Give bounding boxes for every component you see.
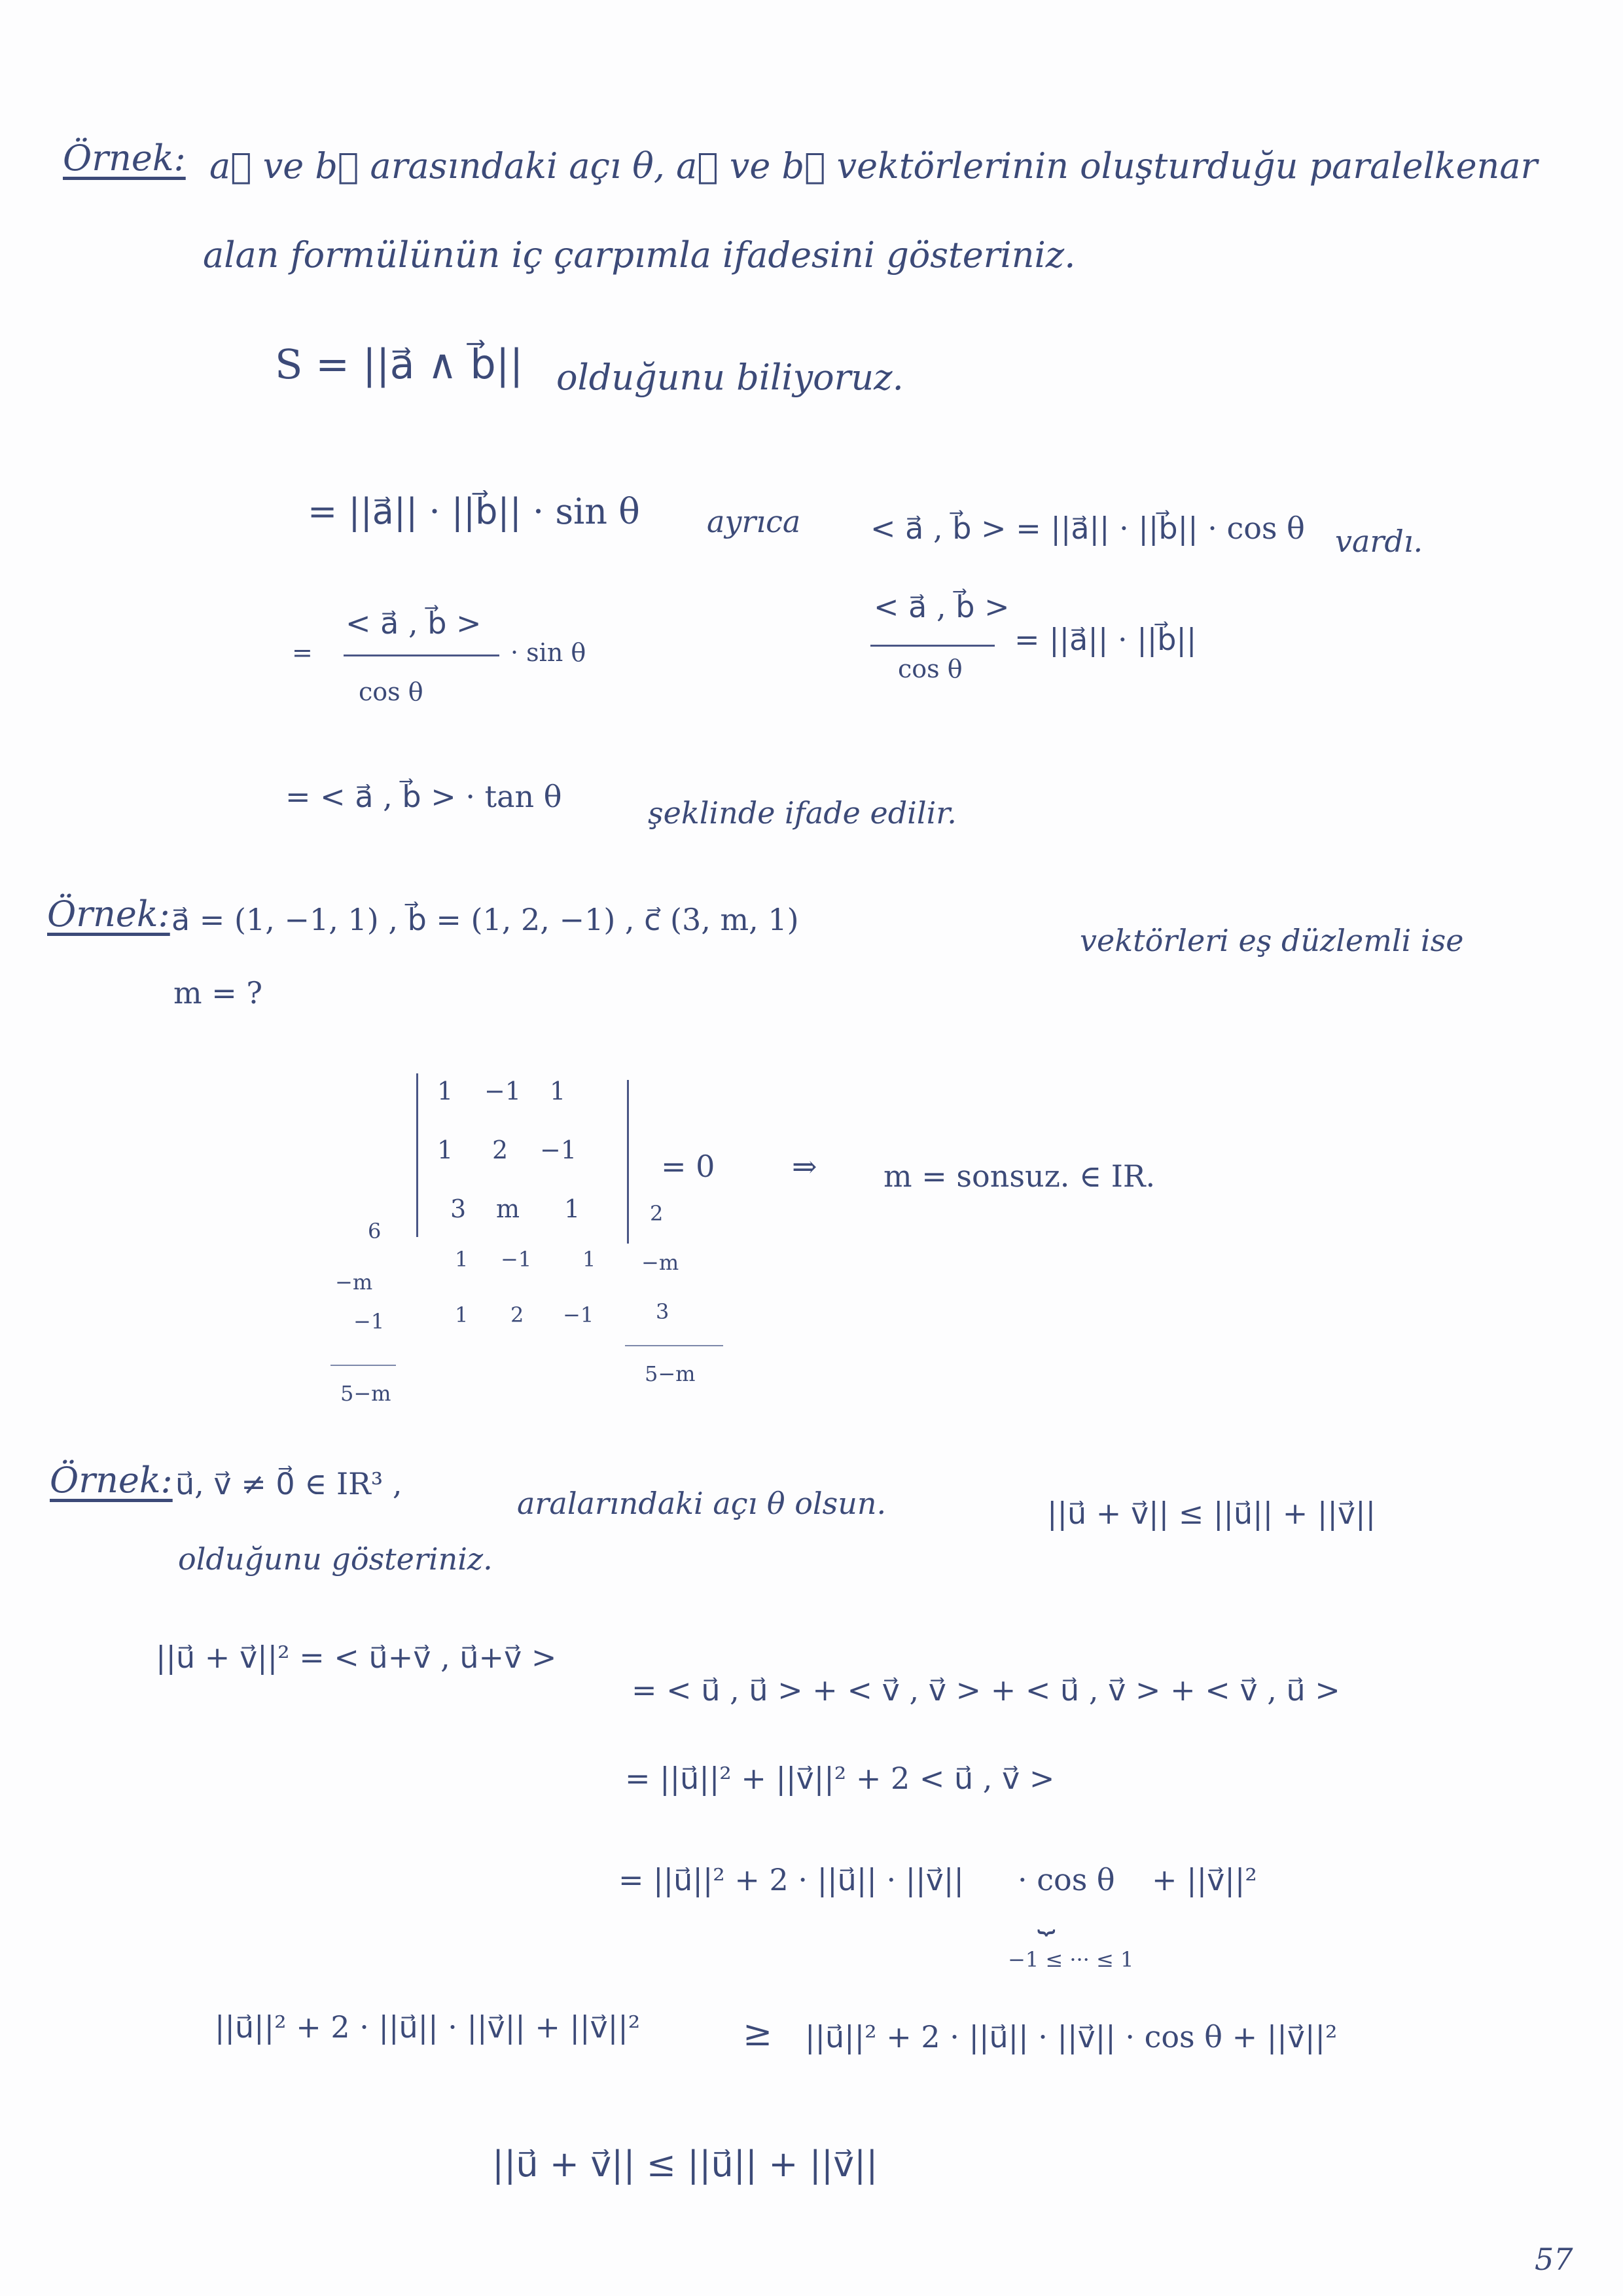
also-word: ayrıca <box>707 504 801 539</box>
equation-3-b: · cos θ <box>1018 1862 1115 1897</box>
equation-1-rhs: = < u⃗ , u⃗ > + < v⃗ , v⃗ > + < u⃗ , v⃗ > + < v⃗ , u⃗ > <box>632 1672 1340 1708</box>
step-2-numerator: < a⃗ , b⃗ > <box>346 605 482 641</box>
vectors-line-tail: vektörleri eş düzlemli ise <box>1080 923 1464 958</box>
sarrus-left-term: −1 <box>353 1309 385 1334</box>
step-3: = < a⃗ , b⃗ > · tan θ <box>285 779 562 814</box>
matrix-cell: −1 <box>540 1136 577 1164</box>
problem-line-1: a⃗ ve b⃗ arasındaki açı θ, a⃗ ve b⃗ vektörlerinin oluşturduğu paralelkenar <box>209 145 1538 187</box>
inequality-sign: ≥ <box>743 2013 773 2054</box>
area-definition: S = ||a⃗ ∧ b⃗|| <box>275 340 524 388</box>
sarrus-row-cell: 2 <box>510 1302 524 1327</box>
matrix-cell: 1 <box>437 1077 454 1105</box>
vectors-line: a⃗ = (1, −1, 1) , b⃗ = (1, 2, −1) , c⃗ (3, m, 1) <box>171 902 799 937</box>
determinant-left-bar <box>416 1073 418 1237</box>
equation-2: = ||u⃗||² + ||v⃗||² + 2 < u⃗ , v⃗ > <box>625 1761 1055 1796</box>
area-definition-note: olduğunu biliyoruz. <box>556 357 904 398</box>
side-fraction-numerator: < a⃗ , b⃗ > <box>874 589 1010 624</box>
example-label: Örnek: <box>50 1460 173 1501</box>
underbrace: ⏟ <box>1037 1899 1056 1934</box>
step-2-equals: = <box>292 638 313 667</box>
step-2-tail: · sin θ <box>510 638 586 667</box>
final-result: ||u⃗ + v⃗|| ≤ ||u⃗|| + ||v⃗|| <box>492 2144 878 2185</box>
side-fraction-denominator: cos θ <box>898 655 963 683</box>
sarrus-right-sum-line <box>625 1345 723 1346</box>
problem-line-2: alan formülünün iç çarpımla ifadesini gösteriniz. <box>203 234 1076 276</box>
determinant-right-bar <box>627 1080 629 1244</box>
result: m = sonsuz. ∈ IR. <box>883 1158 1156 1194</box>
example-label: Örnek: <box>47 893 170 935</box>
matrix-cell: 2 <box>492 1136 508 1164</box>
matrix-cell: −1 <box>484 1077 522 1105</box>
implies-arrow: ⇒ <box>792 1149 817 1184</box>
matrix-cell: 1 <box>564 1194 580 1223</box>
equation-1-lhs: ||u⃗ + v⃗||² = < u⃗+v⃗ , u⃗+v⃗ > <box>156 1640 557 1675</box>
step-3-note: şeklinde ifade edilir. <box>648 795 957 831</box>
sarrus-row-cell: 1 <box>455 1302 469 1327</box>
sarrus-left-term: −m <box>335 1270 373 1295</box>
hypothesis-angle: aralarındaki açı θ olsun. <box>517 1486 887 1521</box>
equation-3-c: + ||v⃗||² <box>1152 1862 1257 1897</box>
determinant-equals-zero: = 0 <box>661 1149 715 1184</box>
step-2-fraction-bar <box>344 655 499 656</box>
also-tail: vardı. <box>1335 524 1423 559</box>
inequality-lhs: ||u⃗||² + 2 · ||u⃗|| · ||v⃗|| + ||v⃗||² <box>215 2009 641 2045</box>
step-1: = ||a⃗|| · ||b⃗|| · sin θ <box>308 491 640 532</box>
example-label: Örnek: <box>63 137 186 179</box>
page-number: 57 <box>1535 2242 1573 2277</box>
matrix-cell: 1 <box>550 1077 566 1105</box>
sarrus-left-term: 6 <box>368 1219 382 1244</box>
equation-3-a: = ||u⃗||² + 2 · ||u⃗|| · ||v⃗|| <box>618 1862 964 1897</box>
sarrus-row-cell: 1 <box>455 1247 469 1272</box>
sarrus-right-term: 3 <box>656 1299 669 1324</box>
step-2-denominator: cos θ <box>359 677 423 706</box>
sarrus-row-cell: 1 <box>582 1247 596 1272</box>
sarrus-right-term: −m <box>641 1250 679 1275</box>
sarrus-left-sum: 5−m <box>340 1381 391 1406</box>
problem-line-2: olduğunu gösteriniz. <box>178 1541 493 1577</box>
hypothesis: u⃗, v⃗ ≠ 0⃗ ∈ IR³ , <box>175 1466 402 1501</box>
sarrus-row-cell: −1 <box>501 1247 532 1272</box>
sarrus-right-sum: 5−m <box>645 1361 696 1386</box>
matrix-cell: 1 <box>437 1136 454 1164</box>
matrix-cell: 3 <box>450 1194 467 1223</box>
sarrus-row-cell: −1 <box>563 1302 594 1327</box>
question: m = ? <box>173 975 263 1011</box>
claim: ||u⃗ + v⃗|| ≤ ||u⃗|| + ||v⃗|| <box>1047 1496 1376 1531</box>
dot-product-definition: < a⃗ , b⃗ > = ||a⃗|| · ||b⃗|| · cos θ <box>870 511 1305 546</box>
cos-bound-note: −1 ≤ ··· ≤ 1 <box>1008 1947 1134 1972</box>
matrix-cell: m <box>496 1194 520 1223</box>
side-fraction-bar <box>870 645 995 647</box>
side-fraction-rhs: = ||a⃗|| · ||b⃗|| <box>1014 622 1197 657</box>
sarrus-right-term: 2 <box>650 1201 664 1226</box>
inequality-rhs: ||u⃗||² + 2 · ||u⃗|| · ||v⃗|| · cos θ + ||v⃗||² <box>805 2019 1338 2054</box>
sarrus-left-sum-line <box>330 1365 396 1366</box>
